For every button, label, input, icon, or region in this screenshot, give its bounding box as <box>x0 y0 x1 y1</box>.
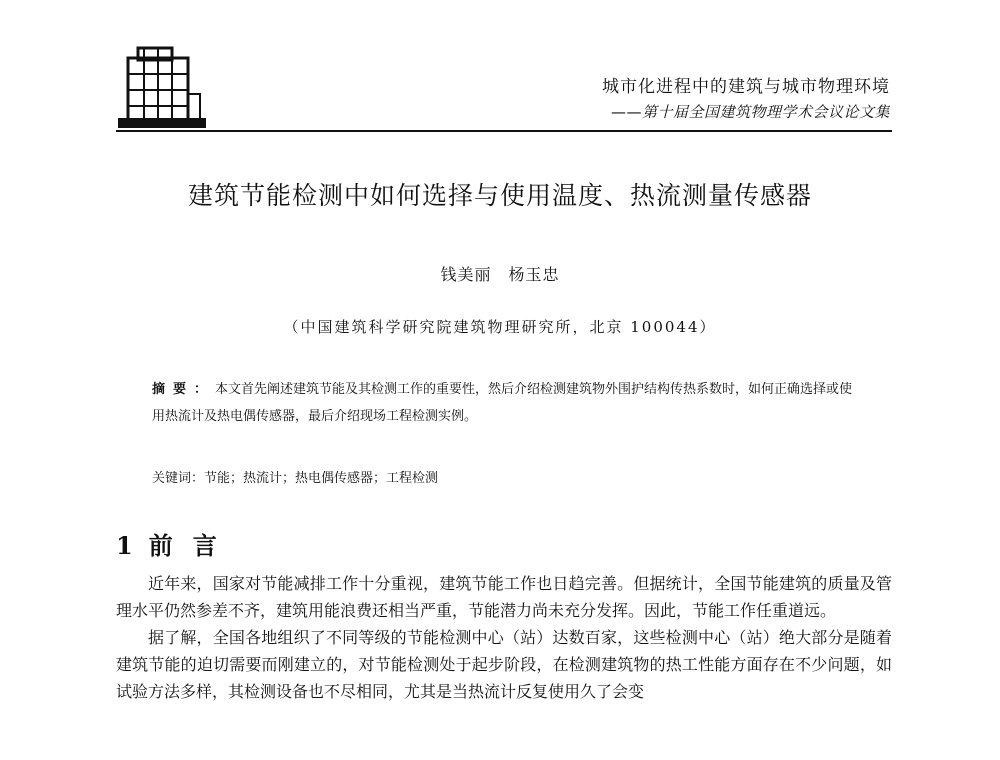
journal-title: 城市化进程中的建筑与城市物理环境 <box>602 77 890 97</box>
conference-logo-icon <box>116 44 208 130</box>
paper-affiliation: （中国建筑科学研究院建筑物理研究所，北京 100044） <box>283 318 717 336</box>
section-heading <box>116 526 237 561</box>
abstract <box>152 376 864 430</box>
section-number: 1 <box>116 531 133 560</box>
paragraph: 近年来，国家对节能减排工作十分重视，建筑节能工作也日趋完善。但据统计，全国节能建筑的质量及管理水平仍然参差不齐，建筑用能浪费还相当严重，节能潜力尚未充分发挥。因此，节能工作任重道远。 <box>116 574 892 620</box>
keywords-text: 节能；热流计；热电偶传感器；工程检测 <box>204 471 439 486</box>
paper-title: 建筑节能检测中如何选择与使用温度、热流测量传感器 <box>187 181 812 210</box>
section-body <box>116 570 892 705</box>
abstract-label: 摘要： <box>152 382 216 397</box>
section-title: 前言 <box>148 531 237 560</box>
paper-authors: 钱美丽 杨玉忠 <box>440 265 560 284</box>
running-header <box>602 72 890 122</box>
journal-subtitle: ——第十届全国建筑物理学术会议论文集 <box>610 103 890 121</box>
keywords <box>152 467 864 486</box>
keywords-label: 关键词： <box>152 471 205 486</box>
paragraph: 据了解，全国各地组织了不同等级的节能检测中心（站）达数百家，这些检测中心（站）绝大部分是随着建筑节能的迫切需要而刚建立的，对节能检测处于起步阶段，在检测建筑物的热工性能方面存在不少问题，如试验方法多样，其检测设备也不尽相同，尤其是当热流计反复使用久了会变 <box>116 628 892 701</box>
abstract-text: 本文首先阐述建筑节能及其检测工作的重要性，然后介绍检测建筑物外围护结构传热系数时，如何正确选择或使用热流计及热电偶传感器，最后介绍现场工程检测实例。 <box>152 382 853 424</box>
header-rule <box>116 130 892 132</box>
